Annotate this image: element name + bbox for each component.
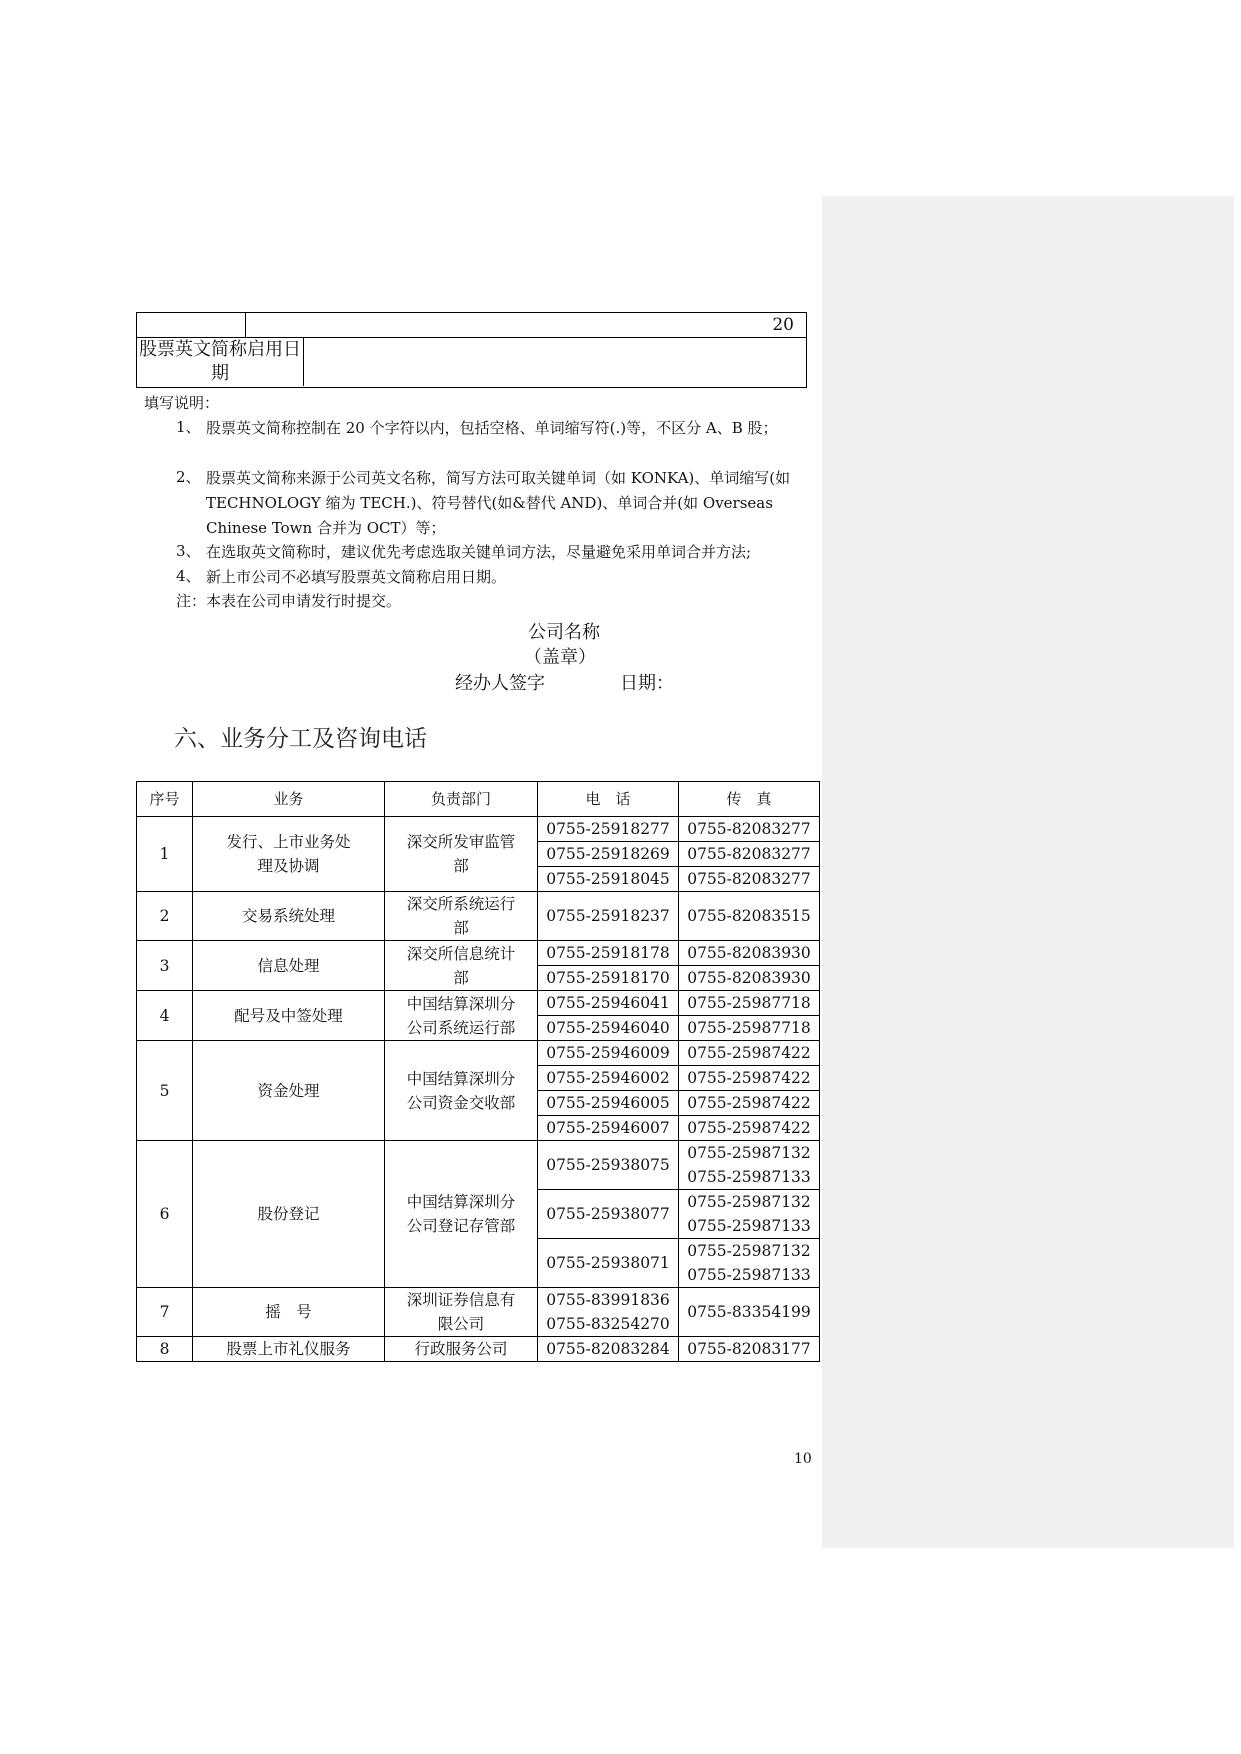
fax-cell: 0755-25987718 [679, 1016, 820, 1041]
table-header-row [137, 782, 820, 817]
section-title: 六、业务分工及咨询电话 [174, 726, 427, 752]
row-number: 8 [137, 1337, 193, 1362]
col-header-dept: 负责部门 [385, 782, 538, 817]
fax-cell: 0755-82083930 [679, 966, 820, 991]
fax-cell: 0755-82083515 [679, 892, 820, 941]
row-number: 3 [137, 941, 193, 991]
row-number: 6 [137, 1141, 193, 1288]
form-row-date [136, 338, 807, 388]
fax-cell: 0755-25987132 0755-25987133 [679, 1141, 820, 1190]
phone-cell: 0755-25946005 [538, 1091, 679, 1116]
business-cell: 股份登记 [193, 1141, 385, 1288]
row-number: 1 [137, 817, 193, 892]
phone-cell: 0755-25918045 [538, 867, 679, 892]
row-number: 7 [137, 1288, 193, 1337]
phone-cell: 0755-25938077 [538, 1190, 679, 1239]
department-cell: 深交所发审监管 部 [385, 817, 538, 892]
fax-cell: 0755-25987422 [679, 1041, 820, 1066]
col-header-business: 业务 [193, 782, 385, 817]
phone-cell: 0755-25918237 [538, 892, 679, 941]
department-cell: 深交所系统运行 部 [385, 892, 538, 941]
company-name-label: 公司名称 [528, 622, 600, 643]
department-cell: 中国结算深圳分 公司登记存管部 [385, 1141, 538, 1288]
instructions-heading: 填写说明： [144, 394, 220, 412]
business-cell: 资金处理 [193, 1041, 385, 1141]
phone-cell: 0755-25946040 [538, 1016, 679, 1041]
table-row [137, 1288, 820, 1337]
table-row [137, 1337, 820, 1362]
col-header-no: 序号 [137, 782, 193, 817]
row-number: 4 [137, 991, 193, 1041]
fax-cell: 0755-82083277 [679, 817, 820, 842]
business-cell: 信息处理 [193, 941, 385, 991]
fax-cell: 0755-82083277 [679, 867, 820, 892]
department-cell: 中国结算深圳分 公司系统运行部 [385, 991, 538, 1041]
fax-cell: 0755-83354199 [679, 1288, 820, 1337]
table-row [137, 991, 820, 1016]
phone-cell: 0755-83991836 0755-83254270 [538, 1288, 679, 1337]
business-cell: 配号及中签处理 [193, 991, 385, 1041]
phone-cell: 0755-25938075 [538, 1141, 679, 1190]
table-row [137, 941, 820, 966]
contact-table [136, 781, 820, 1362]
table-row [137, 892, 820, 941]
table-row [137, 817, 820, 842]
phone-cell: 0755-25918178 [538, 941, 679, 966]
submission-remark: 注：本表在公司申请发行时提交。 [176, 592, 402, 610]
phone-cell: 0755-25918170 [538, 966, 679, 991]
fax-cell: 0755-82083277 [679, 842, 820, 867]
col-header-phone: 电 话 [538, 782, 679, 817]
form-row-count [136, 312, 807, 338]
fax-cell: 0755-82083930 [679, 941, 820, 966]
fax-cell: 0755-25987132 0755-25987133 [679, 1190, 820, 1239]
phone-cell: 0755-25918277 [538, 817, 679, 842]
phone-cell: 0755-25946007 [538, 1116, 679, 1141]
table-row [137, 1141, 820, 1190]
fax-cell: 0755-25987422 [679, 1091, 820, 1116]
page-number: 10 [794, 1451, 812, 1467]
date-label: 股票英文简称启用日期 [137, 338, 304, 386]
row-number: 2 [137, 892, 193, 941]
department-cell: 中国结算深圳分 公司资金交收部 [385, 1041, 538, 1141]
phone-cell: 0755-25946002 [538, 1066, 679, 1091]
fax-cell: 0755-25987422 [679, 1116, 820, 1141]
department-cell: 行政服务公司 [385, 1337, 538, 1362]
fax-cell: 0755-25987718 [679, 991, 820, 1016]
comment-pane [822, 196, 1234, 1548]
fax-cell: 0755-25987422 [679, 1066, 820, 1091]
handler-signature-label: 经办人签字 [455, 673, 545, 694]
table-row [137, 1041, 820, 1066]
department-cell: 深交所信息统计 部 [385, 941, 538, 991]
english-abbr-form-table [136, 312, 807, 388]
fax-cell: 0755-82083177 [679, 1337, 820, 1362]
seal-label: （盖章） [524, 647, 596, 668]
business-cell: 股票上市礼仪服务 [193, 1337, 385, 1362]
phone-cell: 0755-25918269 [538, 842, 679, 867]
business-cell: 摇 号 [193, 1288, 385, 1337]
department-cell: 深圳证券信息有 限公司 [385, 1288, 538, 1337]
business-cell: 发行、上市业务处 理及协调 [193, 817, 385, 892]
col-header-fax: 传 真 [679, 782, 820, 817]
phone-cell: 0755-25938071 [538, 1239, 679, 1288]
date-signature-label: 日期： [620, 673, 674, 694]
business-cell: 交易系统处理 [193, 892, 385, 941]
phone-cell: 0755-25946009 [538, 1041, 679, 1066]
char-limit-value: 20 [772, 315, 794, 335]
row-number: 5 [137, 1041, 193, 1141]
phone-cell: 0755-82083284 [538, 1337, 679, 1362]
phone-cell: 0755-25946041 [538, 991, 679, 1016]
fax-cell: 0755-25987132 0755-25987133 [679, 1239, 820, 1288]
